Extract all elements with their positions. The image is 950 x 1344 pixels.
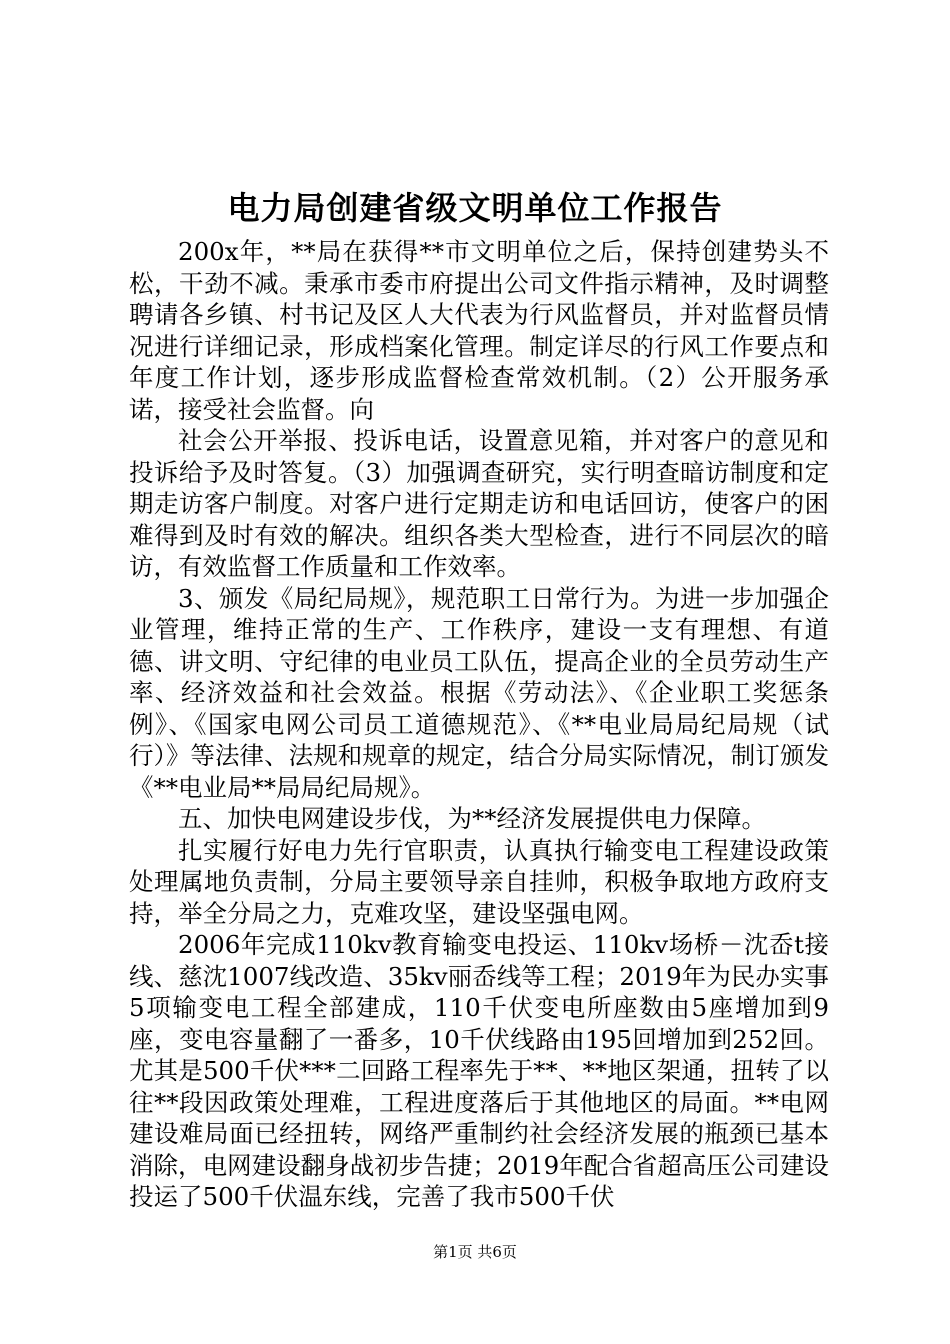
- document-title: 电力局创建省级文明单位工作报告: [227, 189, 723, 227]
- paragraph-5: 扎实履行好电力先行官职责，认真执行输变电工程建设政策处理属地负责制，分局主要领导亲自挂帅，积极争取地方政府支持，举全分局之力，克难攻坚，建设坚强电网。: [129, 835, 829, 928]
- paragraph-4: 五、加快电网建设步伐，为**经济发展提供电力保障。: [178, 804, 766, 833]
- page-number-footer: 第1页 共6页: [433, 1243, 517, 1261]
- document-body: [129, 236, 829, 1213]
- paragraph-2: 社会公开举报、投诉电话，设置意见箱，并对客户的意见和投诉给予及时答复。（3）加强调查研究，实行明查暗访制度和定期走访客户制度。对客户进行定期走访和电话回访，使客户的困难得到及时有效的解决。组织各类大型检查，进行不同层次的暗访，有效监督工作质量和工作效率。: [129, 426, 829, 581]
- paragraph-3: 3、颁发《局纪局规》，规范职工日常行为。为进一步加强企业管理，维持正常的生产、工作秩序，建设一支有理想、有道德、讲文明、守纪律的电业员工队伍，提高企业的全员劳动生产率、经济效益和社会效益。根据《劳动法》、《企业职工奖惩条例》、《国家电网公司员工道德规范》、《**电业局局纪局规（试行）》等法律、法规和规章的规定，结合分局实际情况，制订颁发《**电业局**局局纪局规》。: [129, 583, 829, 802]
- paragraph-6: 2006年完成110kv教育输变电投运、110kv场桥－沈岙t接线、慈沈1007线改造、35kv丽岙线等工程；2019年为民办实事5项输变电工程全部建成，110千伏变电所座数由5座增加到9座，变电容量翻了一番多，10千伏线路由195回增加到252回。尤其是500千伏***二回路工程率先于**、**地区架通，扭转了以往**段因政策处理难，工程进度落后于其他地区的局面。**电网建设难局面已经扭转，网络严重制约社会经济发展的瓶颈已基本消除，电网建设翻身战初步告捷；2019年配合省超高压公司建设投运了500千伏温东线，完善了我市500千伏: [129, 930, 829, 1211]
- paragraph-1: 200x年，**局在获得**市文明单位之后，保持创建势头不松，干劲不减。秉承市委市府提出公司文件指示精神，及时调整聘请各乡镇、村书记及区人大代表为行风监督员，并对监督员情况进行详细记录，形成档案化管理。制定详尽的行风工作要点和年度工作计划，逐步形成监督检查常效机制。（2）公开服务承诺，接受社会监督。向: [129, 237, 829, 424]
